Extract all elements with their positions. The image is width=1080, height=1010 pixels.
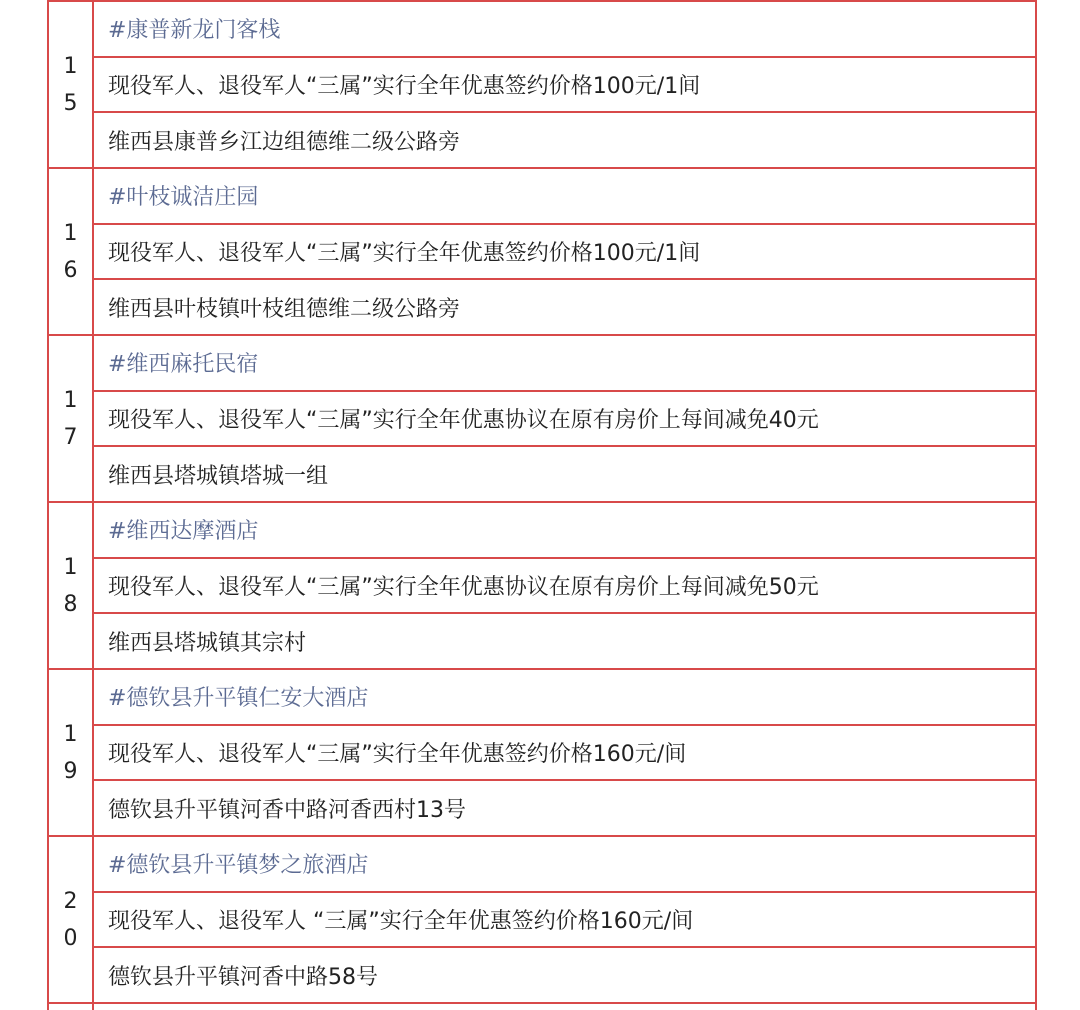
row-number: 19	[63, 721, 78, 784]
hotel-name[interactable]: #维西达摩酒店	[108, 519, 259, 545]
row-number: 16	[63, 220, 78, 283]
hotel-offer: 现役军人、退役军人“三属”实行全年优惠签约价格100元/1间	[94, 223, 1035, 279]
hotel-address: 维西县康普乡江边组德维二级公路旁	[94, 111, 1035, 167]
row-number-cell	[49, 169, 94, 334]
row-number-cell	[49, 670, 94, 835]
table-row	[49, 668, 1035, 835]
hotel-name[interactable]: #叶枝诚洁庄园	[108, 185, 259, 211]
hotel-address: 维西县塔城镇其宗村	[94, 612, 1035, 668]
row-number-cell	[49, 503, 94, 668]
table-row	[49, 334, 1035, 501]
hotel-address: 德钦县升平镇河香中路58号	[94, 946, 1035, 1002]
hotel-address: 维西县塔城镇塔城一组	[94, 445, 1035, 501]
table-row	[49, 835, 1035, 1002]
hotel-table	[47, 0, 1037, 1010]
row-details	[94, 503, 1035, 668]
table-row-partial	[49, 1002, 1035, 1010]
hotel-name[interactable]: #德钦县升平镇梦之旅酒店	[108, 853, 369, 879]
row-number-cell	[49, 2, 94, 167]
row-number-cell	[49, 336, 94, 501]
hotel-offer: 现役军人、退役军人“三属”实行全年优惠协议在原有房价上每间减免40元	[94, 390, 1035, 446]
row-details	[94, 336, 1035, 501]
hotel-address: 维西县叶枝镇叶枝组德维二级公路旁	[94, 278, 1035, 334]
row-number-cell	[49, 1004, 94, 1010]
hotel-offer: 现役军人、退役军人“三属”实行全年优惠签约价格160元/间	[94, 724, 1035, 780]
row-details	[94, 670, 1035, 835]
row-details	[94, 837, 1035, 1002]
table-row	[49, 167, 1035, 334]
row-details	[94, 169, 1035, 334]
table-row	[49, 501, 1035, 668]
hotel-name[interactable]: #康普新龙门客栈	[108, 18, 281, 44]
hotel-name[interactable]: #维西麻托民宿	[108, 352, 259, 378]
hotel-offer: 现役军人、退役军人“三属”实行全年优惠签约价格100元/1间	[94, 56, 1035, 112]
row-number: 20	[63, 888, 78, 951]
hotel-offer: 现役军人、退役军人 “三属”实行全年优惠签约价格160元/间	[94, 891, 1035, 947]
row-number-cell	[49, 837, 94, 1002]
hotel-address: 德钦县升平镇河香中路河香西村13号	[94, 779, 1035, 835]
table-row	[49, 0, 1035, 167]
row-number: 17	[63, 387, 78, 450]
row-details	[94, 2, 1035, 167]
row-number: 18	[63, 554, 78, 617]
hotel-name[interactable]: #德钦县升平镇仁安大酒店	[108, 686, 369, 712]
row-number: 15	[63, 53, 78, 116]
hotel-offer: 现役军人、退役军人“三属”实行全年优惠协议在原有房价上每间减免50元	[94, 557, 1035, 613]
